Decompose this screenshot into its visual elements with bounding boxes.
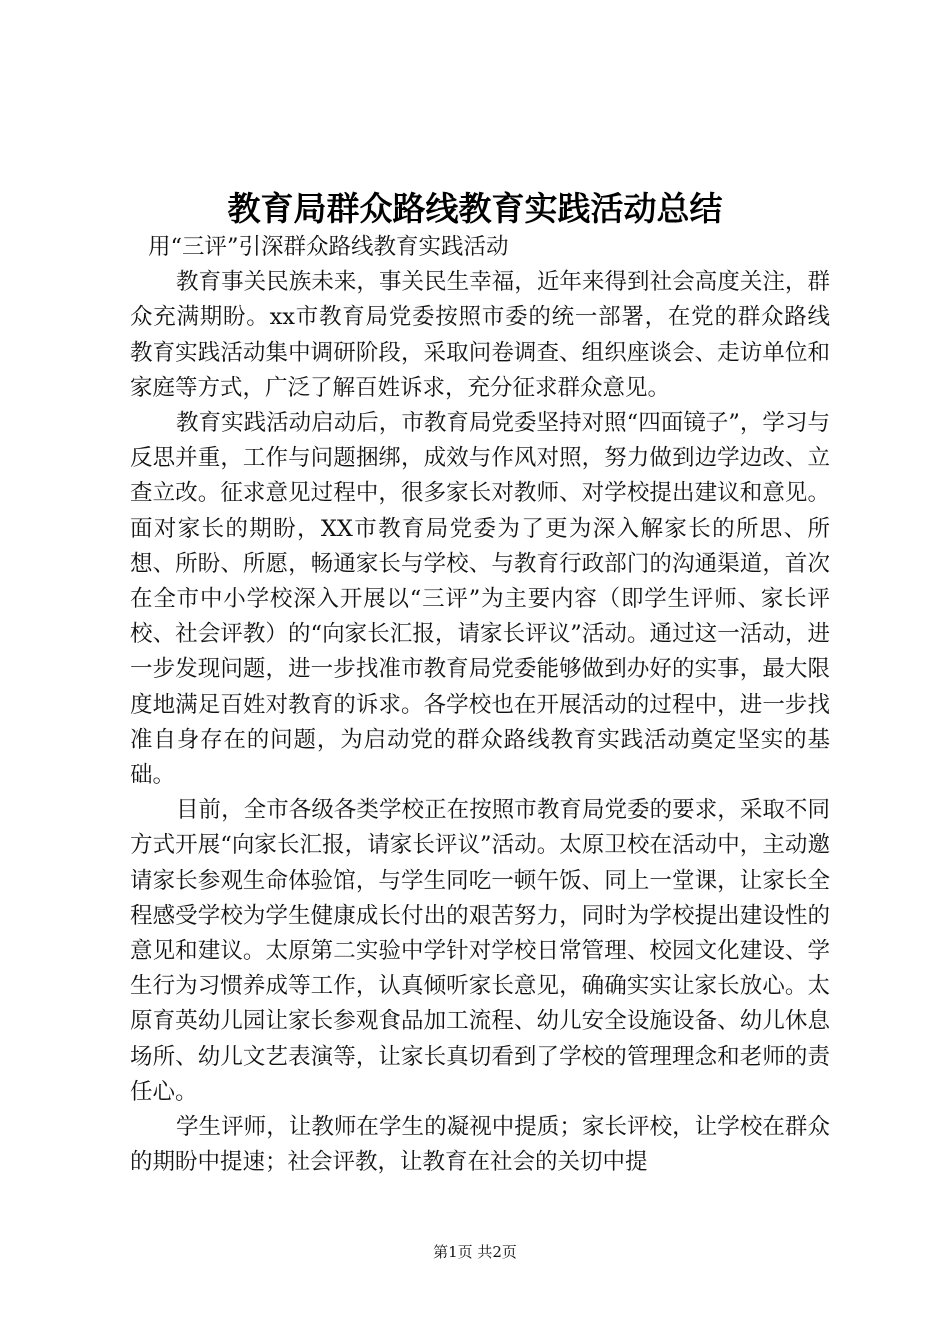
page-number-footer: 第1页 共2页 bbox=[433, 1243, 517, 1261]
document-body bbox=[130, 230, 830, 1180]
paragraph: 目前，全市各级各类学校正在按照市教育局党委的要求，采取不同方式开展“向家长汇报，请家长评议”活动。太原卫校在活动中，主动邀请家长参观生命体验馆，与学生同吃一顿午饭、同上一堂课，让家长全程感受学校为学生健康成长付出的艰苦努力，同时为学校提出建设性的意见和建议。太原第二实验中学针对学校日常管理、校园文化建设、学生行为习惯养成等工作，认真倾听家长意见，确确实实让家长放心。太原育英幼儿园让家长参观食品加工流程、幼儿安全设施设备、幼儿休息场所、幼儿文艺表演等，让家长真切看到了学校的管理理念和老师的责任心。 bbox=[130, 797, 830, 1105]
paragraph: 学生评师，让教师在学生的凝视中提质；家长评校，让学校在群众的期盼中提速；社会评教，让教育在社会的关切中提 bbox=[130, 1114, 830, 1176]
subtitle-line: 用“三评”引深群众路线教育实践活动 bbox=[148, 234, 509, 260]
document-title: 教育局群众路线教育实践活动总结 bbox=[227, 189, 723, 228]
paragraph: 教育实践活动启动后，市教育局党委坚持对照“四面镜子”，学习与反思并重，工作与问题捆绑，成效与作风对照，努力做到边学边改、立查立改。征求意见过程中，很多家长对教师、对学校提出建议和意见。面对家长的期盼，XX市教育局党委为了更为深入解家长的所思、所想、所盼、所愿，畅通家长与学校、与教育行政部门的沟通渠道，首次在全市中小学校深入开展以“三评”为主要内容（即学生评师、家长评校、社会评教）的“向家长汇报，请家长评议”活动。通过这一活动，进一步发现问题，进一步找准市教育局党委能够做到办好的实事，最大限度地满足百姓对教育的诉求。各学校也在开展活动的过程中，进一步找准自身存在的问题，为启动党的群众路线教育实践活动奠定坚实的基础。 bbox=[130, 410, 830, 789]
paragraph: 教育事关民族未来，事关民生幸福，近年来得到社会高度关注，群众充满期盼。xx市教育局党委按照市委的统一部署，在党的群众路线教育实践活动集中调研阶段，采取问卷调查、组织座谈会、走访单位和家庭等方式，广泛了解百姓诉求，充分征求群众意见。 bbox=[130, 269, 830, 401]
